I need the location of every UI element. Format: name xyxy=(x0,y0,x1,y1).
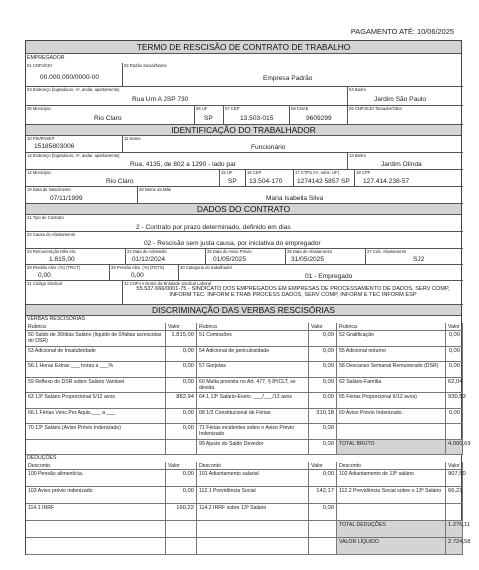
item-value: 0,00 xyxy=(446,409,463,425)
total-label: TOTAL DEDUÇÕES xyxy=(337,521,446,538)
item-value xyxy=(166,538,197,555)
employer-cnae-label: 08 CNAE xyxy=(291,106,309,111)
mother-name-label: 20 Nome da Mãe xyxy=(139,187,172,192)
item-description: 71 Férias incidentes sobre o Aviso Prévio Indenizado xyxy=(197,424,309,440)
item-description xyxy=(337,424,446,440)
departure-code-cell xyxy=(366,249,463,265)
item-description: 70 13º Salário (Aviso Prévio Indenizado) xyxy=(26,424,166,440)
worker-address-label: 12 Endereço (logradouro, nº, andar, apartamento) xyxy=(27,153,120,158)
worker-cep-cell xyxy=(246,170,294,187)
worker-district-cell xyxy=(348,153,463,170)
employer-cep-label: 07 CEP xyxy=(225,106,240,111)
item-description: 56.1 Horas Extras ___ horas a ___% xyxy=(26,362,166,378)
employer-cep-value: 13.503-015 xyxy=(240,115,274,122)
pis-label: 10 PIS/PASEP xyxy=(27,136,55,141)
item-description: 52 Gratificação xyxy=(337,331,446,347)
birth-date-label: 19 Data de Nascimento xyxy=(27,187,71,192)
item-value: 66,22 xyxy=(446,487,463,504)
admission-date-value: 01/12/2024 xyxy=(132,256,166,263)
deductions-label: DEDUÇÕES xyxy=(27,455,57,461)
employer-city-label: 05 Município xyxy=(27,106,51,111)
item-value: 930,53 xyxy=(446,393,463,409)
column-header-desc: Rubrica xyxy=(197,323,309,331)
contract-type-cell xyxy=(26,215,463,232)
item-value: 0,00 xyxy=(166,487,197,504)
item-value: 0,00 xyxy=(446,347,463,363)
total-value: 2.724,58 xyxy=(446,538,463,555)
worker-city-value: Rio Claro xyxy=(106,178,134,185)
worker-cpf-label: 18 CPF xyxy=(356,170,371,175)
notice-date-label: 25 Data do Aviso Prévio xyxy=(207,249,252,254)
item-value: 0,00 xyxy=(309,378,337,394)
item-value: 0,00 xyxy=(166,347,197,363)
item-description xyxy=(337,504,446,521)
alimony-trct-value: 0,00 xyxy=(38,272,51,279)
worker-name-cell xyxy=(123,136,463,153)
departure-date-value: 31/05/2025 xyxy=(291,256,325,263)
company-name-label: 02 Razão Social/Nome xyxy=(124,63,167,68)
employer-cnae-cell xyxy=(290,106,348,125)
admission-date-cell xyxy=(126,249,206,265)
departure-date-cell xyxy=(286,249,366,265)
item-value xyxy=(446,424,463,440)
worker-ctps-label: 17 CTPS (nº, série, UF) xyxy=(295,170,340,175)
item-description: 63 13º Salário Proporcional 5/12 avos xyxy=(26,393,166,409)
total-value: 4.000,69 xyxy=(446,440,463,456)
employer-district-value: Jardim São Paulo xyxy=(374,96,427,103)
item-description: 62 Salário-Família xyxy=(337,378,446,394)
column-header-value: Valor xyxy=(309,323,337,331)
employer-address-cell xyxy=(26,87,348,106)
column-header-value: Valor xyxy=(166,462,197,470)
column-header-value: Valor xyxy=(446,323,463,331)
column-header-value: Valor xyxy=(166,323,197,331)
base-salary-value: 1.815,00 xyxy=(49,256,75,263)
alimony-fgts-label: 29 Pensão Alim. (%) (FGTS) xyxy=(111,265,165,270)
employer-city-value: Rio Claro xyxy=(94,115,122,122)
form-title: TERMO DE RESCISÃO DE CONTRATO DE TRABALHO xyxy=(26,41,461,54)
item-value: 0,00 xyxy=(166,378,197,394)
union-entity-cell xyxy=(123,281,463,305)
worker-ctps-value: 1274142 5857 SP xyxy=(297,178,350,185)
item-description: 59 Reflexo do DSR sobre Salário Variável xyxy=(26,378,166,394)
item-description: 99 Ajuste do Saldo Devedor xyxy=(197,440,309,456)
departure-code-value: SJ2 xyxy=(413,256,425,263)
item-description: 114.1 IRRF xyxy=(26,504,166,521)
employer-cnpj-tomador-cell xyxy=(348,106,463,125)
employer-uf-cell xyxy=(195,106,224,125)
worker-name-label: 11 Nome xyxy=(124,136,141,141)
item-value: 882,94 xyxy=(166,393,197,409)
item-value: 160,22 xyxy=(166,504,197,521)
birth-date-value: 07/11/1999 xyxy=(50,195,83,202)
worker-city-cell xyxy=(26,170,220,187)
category-label: 30 Categoria do trabalhador xyxy=(180,265,233,270)
cnpj-cell xyxy=(26,63,123,87)
item-value xyxy=(166,440,197,456)
item-description: 101 Adiantamento salarial xyxy=(197,470,309,487)
item-value: 0,00 xyxy=(309,331,337,347)
worker-uf-value: SP xyxy=(228,178,237,185)
total-label: VALOR LÍQUIDO xyxy=(337,538,446,555)
mother-name-cell xyxy=(138,187,463,204)
item-description: 51 Comissões xyxy=(197,331,309,347)
birth-date-cell xyxy=(26,187,138,204)
cnpj-value: 00.000.000/0000-00 xyxy=(40,74,100,81)
item-value: 0,00 xyxy=(309,362,337,378)
termination-cause-cell xyxy=(26,232,463,249)
item-value: 0,00 xyxy=(309,440,337,456)
item-description xyxy=(197,521,309,538)
employer-cnae-value: 9609299 xyxy=(306,115,332,122)
item-value: 0,00 xyxy=(309,393,337,409)
item-value xyxy=(166,521,197,538)
item-value: 0,00 xyxy=(309,424,337,440)
worker-cpf-cell xyxy=(355,170,463,187)
category-cell xyxy=(179,265,463,281)
amounts-section-title: DISCRIMINAÇÃO DAS VERBAS RESCISÓRIAS xyxy=(26,305,461,316)
employer-district-cell xyxy=(348,87,463,106)
column-header-desc: Desconto xyxy=(337,462,446,470)
worker-uf-label: 15 UF xyxy=(221,170,233,175)
departure-date-label: 26 Data de Afastamento xyxy=(287,249,332,254)
employer-address-value: Rua Um A JSP 730 xyxy=(132,96,189,103)
item-value: 1.815,00 xyxy=(166,331,197,347)
worker-district-value: Jardim Olinda xyxy=(381,161,422,168)
mother-name-value: Maria Isabella Silva xyxy=(266,195,324,202)
item-value: 0,00 xyxy=(446,362,463,378)
column-header-desc: Desconto xyxy=(26,462,166,470)
worker-city-label: 14 Município xyxy=(27,170,51,175)
column-header-desc: Rubrica xyxy=(337,323,446,331)
item-description: 114.2 IRRF sobre 13º Salário xyxy=(197,504,309,521)
termination-cause-label: 22 Causa do Afastamento xyxy=(27,232,76,237)
item-description: 55 Adicional noturno xyxy=(337,347,446,363)
pis-value: 15185803006 xyxy=(34,143,75,150)
item-value: 0,00 xyxy=(166,470,197,487)
total-value: 1.276,11 xyxy=(446,521,463,538)
employer-district-label: 04 Bairro xyxy=(349,87,366,92)
union-code-label: 31 Código Sindical xyxy=(27,281,62,286)
alimony-fgts-value: 0,00 xyxy=(131,272,144,279)
worker-address-cell xyxy=(26,153,348,170)
earnings-label: VERBAS RESCISÓRIAS xyxy=(27,316,85,322)
pis-cell xyxy=(26,136,123,153)
column-header-desc: Rubrica xyxy=(26,323,166,331)
item-description xyxy=(197,538,309,555)
item-description: 112.1 Previdência Social xyxy=(197,487,309,504)
employer-city-cell xyxy=(26,106,195,125)
alimony-fgts-cell xyxy=(110,265,179,281)
item-value: 142,17 xyxy=(309,487,337,504)
employer-cep-cell xyxy=(224,106,290,125)
item-description: 57 Gorjetas xyxy=(197,362,309,378)
company-name-value: Empresa Padrão xyxy=(263,75,313,82)
item-description xyxy=(26,440,166,456)
column-header-value: Valor xyxy=(309,462,337,470)
item-description: 58 Descanso Semanal Remunerado (DSR) xyxy=(337,362,446,378)
item-value: 0,00 xyxy=(166,409,197,425)
item-description: 68 1/3 Constitucional de Férias xyxy=(197,409,309,425)
departure-code-label: 27 Cód. Afastamento xyxy=(367,249,407,254)
item-description xyxy=(26,521,166,538)
item-value xyxy=(309,521,337,538)
admission-date-label: 24 Data de Admissão xyxy=(127,249,167,254)
union-entity-label: 32 CNPJ e Nome da Entidade Sindical Laboral xyxy=(124,281,212,286)
worker-address-value: Rua, 4135, de 802 a 1290 - lado par xyxy=(130,161,236,168)
worker-district-label: 13 Bairro xyxy=(349,153,366,158)
item-description: 50 Saldo de 30/dias Salário (líquido de 0/faltas acrescidas do DSR) xyxy=(26,331,166,347)
contract-type-label: 21 Tipo de Contrato xyxy=(27,215,64,220)
employer-uf-label: 06 UF xyxy=(196,106,208,111)
worker-cpf-value: 127.414.238-57 xyxy=(363,178,410,185)
worker-ctps-cell xyxy=(294,170,355,187)
item-value: 0,00 xyxy=(309,347,337,363)
union-code-cell xyxy=(26,281,123,305)
item-value: 0,00 xyxy=(309,470,337,487)
notice-date-value: 01/05/2025 xyxy=(213,256,247,263)
column-header-desc: Desconto xyxy=(197,462,309,470)
item-value: 0,00 xyxy=(446,331,463,347)
worker-name-value: Funcionário xyxy=(251,144,286,151)
column-header-value: Valor xyxy=(446,462,463,470)
worker-cep-label: 16 CEP xyxy=(247,170,262,175)
alimony-trct-label: 28 Pensão Alim. (%) (TRCT) xyxy=(27,265,81,270)
item-value: 0,00 xyxy=(309,504,337,521)
notice-date-cell xyxy=(206,249,286,265)
union-entity-value: 55.537.666/0001-75 - SINDICATO DOS EMPREGADOS EM EMPRESAS DE PROCESSAMENTO DE DADOS, SERV COMP, INFORM TEC. INFORM E TRAB PROCESS DADOS, SERV COMP, INFORM E TEC INFORM ESP xyxy=(136,286,450,298)
deductions-table xyxy=(26,462,471,556)
contract-type-value: 2 - Contrato por prazo determinado, definido em dias xyxy=(136,224,291,231)
item-description xyxy=(26,538,166,555)
base-salary-cell xyxy=(26,249,126,265)
category-value: 01 - Empregado xyxy=(305,273,353,280)
item-value: 310,18 xyxy=(309,409,337,425)
payment-due-date: PAGAMENTO ATÉ: 10/06/2025 xyxy=(350,27,454,36)
contract-section-title: DADOS DO CONTRATO xyxy=(26,204,461,215)
item-description: 64.1 13º Salário-Exerc. ___/___/12 avos xyxy=(197,393,309,409)
termination-cause-value: 02 - Rescisão sem justa causa, por iniciativa do empregador xyxy=(144,240,321,247)
item-description: 60 Multa prevista no Art. 477, § 8º/CLT, se devida xyxy=(197,378,309,394)
item-description: 69 Aviso Prévio Indenizado. xyxy=(337,409,446,425)
item-description: 102 Adiantamento de 13º salário xyxy=(337,470,446,487)
cnpj-label: 01 CNPJ/CEI xyxy=(27,63,52,68)
base-salary-label: 23 Remuneração Mês Ant. xyxy=(27,249,77,254)
employer-cnpj-tomador-label: 09 CNPJ/CEI Tomador/Obra xyxy=(349,106,402,111)
item-description: 66.1 Férias Venc.Per.Aquis.___ a ___ xyxy=(26,409,166,425)
employer-section-label: EMPREGADOR xyxy=(27,55,65,61)
item-value: 907,50 xyxy=(446,470,463,487)
item-value: 62,04 xyxy=(446,378,463,394)
employer-uf-value: SP xyxy=(204,115,213,122)
item-description: 54 Adicional de periculosidade xyxy=(197,347,309,363)
total-label: TOTAL BRUTO xyxy=(337,440,446,456)
earnings-table xyxy=(26,323,471,455)
worker-cep-value: 13.504-170 xyxy=(249,178,283,185)
item-description: 65 Férias Proporcional 6/12 avos) xyxy=(337,393,446,409)
item-value: 0,00 xyxy=(166,424,197,440)
item-description: 100 Pensão alimentícia. xyxy=(26,470,166,487)
worker-uf-cell xyxy=(220,170,246,187)
item-value xyxy=(446,504,463,521)
trct-form xyxy=(25,40,471,555)
employer-address-label: 03 Endereço (logradouro, nº, andar, apartamento) xyxy=(27,87,120,92)
item-description: 103 Aviso prévio indenizado xyxy=(26,487,166,504)
item-value xyxy=(309,538,337,555)
company-name-cell xyxy=(123,63,463,87)
item-description: 53 Adicional de Insalubridade xyxy=(26,347,166,363)
worker-section-title: IDENTIFICAÇÃO DO TRABALHADOR xyxy=(26,125,461,136)
alimony-trct-cell xyxy=(26,265,110,281)
item-description: 112.2 Previdência Social sobre o 13º Salário xyxy=(337,487,446,504)
item-value: 0,00 xyxy=(166,362,197,378)
